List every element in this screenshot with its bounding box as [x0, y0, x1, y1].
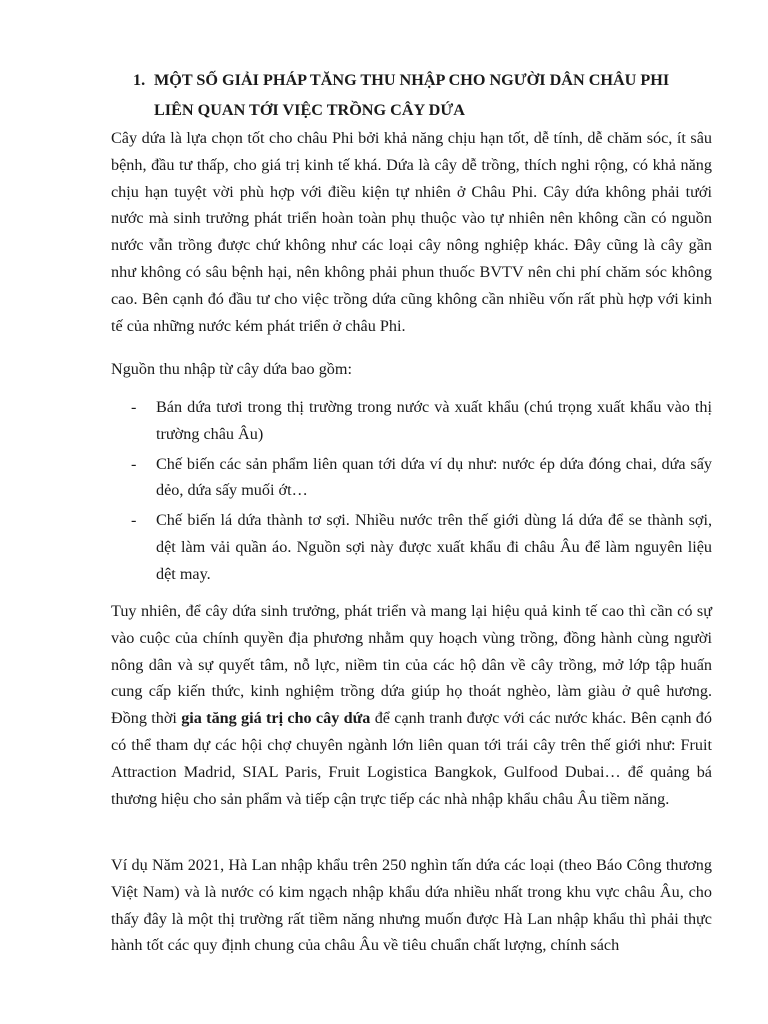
- list-item-text: Chế biến các sản phẩm liên quan tới dứa ví dụ như: nước ép dứa đóng chai, dứa sấy dẻo, dứa sấy muối ớt…: [156, 454, 712, 500]
- bullet-dash: -: [131, 398, 137, 416]
- bullet-dash: -: [131, 511, 137, 530]
- paragraph-however: [111, 598, 712, 812]
- bold-phrase: gia tăng giá trị cho cây dứa: [181, 709, 371, 728]
- heading-number: 1.: [133, 71, 146, 89]
- list-item-text: Chế biến lá dứa thành tơ sợi. Nhiều nước trên thế giới dùng lá dứa để se thành sợi, dệt làm vải quần áo. Nguồn sợi này được xuất khẩu đi châu Âu để làm nguyên liệu dệt may.: [156, 511, 712, 583]
- list-item: [111, 451, 712, 505]
- paragraph-intro: Cây dứa là lựa chọn tốt cho châu Phi bởi khả năng chịu hạn tốt, dễ tính, dễ chăm sóc, ít sâu bệnh, đầu tư thấp, cho giá trị kinh tế khá. Dứa là cây dễ trồng, thích nghi rộng, có khả năng chịu hạn tuyệt vời phù hợp với điều kiện tự nhiên ở Châu Phi. Cây dứa không phải tưới nước mà sinh trưởng phát triển hoàn toàn phụ thuộc vào tự nhiên nên không cần có nguồn nước vẫn trồng được chứ không như các loại cây nông nghiệp khác. Đây cũng là cây gần như không có sâu bệnh hại, nên không phải phun thuốc BVTV nên chi phí chăm sóc không cao. Bên cạnh đó đầu tư cho việc trồng dứa cũng không cần nhiều vốn rất phù hợp với kinh tế của những nước kém phát triển ở châu Phi.: [111, 129, 712, 335]
- list-item-text: Bán dứa tươi trong thị trường trong nước và xuất khẩu (chú trọng xuất khẩu vào thị trường châu Âu): [156, 398, 712, 443]
- paragraph-text: Tuy nhiên, để cây dứa sinh trưởng, phát triển và mang lại hiệu quả kinh tế cao thì cần có sự vào cuộc của chính quyền địa phương nhằm quy hoạch vùng trồng, đồng hành cùng người nông dân và sự quyết tâm, nỗ lực, niềm tin của các hộ dân về cây trồng, mở lớp tập huấn cung cấp kiến thức, kinh nghiệm trồng dứa giúp họ thoát nghèo, làm giàu ở quê hương. Đồng thời: [111, 602, 712, 728]
- list-item: [111, 507, 712, 587]
- paragraph-income-sources: Nguồn thu nhập từ cây dứa bao gồm:: [111, 360, 352, 378]
- heading-line-1: MỘT SỐ GIẢI PHÁP TĂNG THU NHẬP CHO NGƯỜI DÂN CHÂU PHI: [154, 71, 670, 89]
- list-item: [111, 394, 712, 448]
- bullet-dash: -: [131, 454, 137, 473]
- income-list: [111, 394, 712, 591]
- paragraph-example: Ví dụ Năm 2021, Hà Lan nhập khẩu trên 250 nghìn tấn dứa các loại (theo Báo Công thương Việt Nam) và là nước có kim ngạch nhập khẩu dứa nhiều nhất trong khu vực châu Âu, cho thấy đây là một thị trường rất tiềm năng nhưng muốn được Hà Lan nhập khẩu thì phải thực hành tốt các quy định chung của châu Âu về tiêu chuẩn chất lượng, chính sách: [111, 856, 712, 955]
- paragraph-text: để cạnh tranh được với các nước khác. Bên cạnh đó có thể tham dự các hội chợ chuyên ngành lớn liên quan tới trái cây trên thế giới như: Fruit Attraction Madrid, SIAL Paris, Fruit Logistica Bangkok, Gulfood Dubai… để quảng bá thương hiệu cho sản phẩm và tiếp cận trực tiếp các nhà nhập khẩu châu Âu tiềm năng.: [111, 709, 712, 808]
- heading-line-2: LIÊN QUAN TỚI VIỆC TRỒNG CÂY DỨA: [154, 101, 465, 119]
